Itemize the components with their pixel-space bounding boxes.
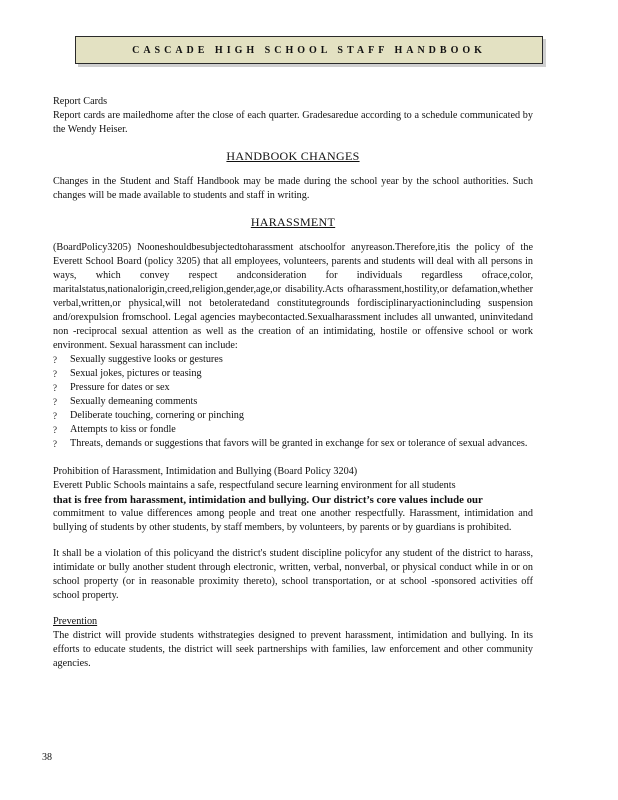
bullet-icon: ?: [53, 369, 57, 379]
prohibition-title: Prohibition of Harassment, Intimidation and Bullying (Board Policy 3204): [53, 466, 358, 477]
violation-paragraph: It shall be a violation of this policyand the district's student discipline policyfor any student of the district to harass, intimidate or bully another student through electronic, written, verbal, nonverbal, or physical conduct while in or on school property (or in reasonable proximity thereto), school transportation, or at school -sponsored activities off school property.: [53, 548, 533, 601]
prevention-body: The district will provide students withstrategies designed to prevent harassment, intimidation and bullying. In its efforts to educate students, the district will seek partnerships with families, law enforcement and other community agencies.: [53, 630, 533, 669]
bullet-icon: ?: [53, 439, 57, 449]
list-item: ? Deliberate touching, cornering or pinching: [53, 410, 244, 421]
harassment-heading: [53, 215, 533, 229]
bullet-icon: ?: [53, 411, 57, 421]
handbook-changes-heading: [53, 149, 533, 163]
list-item: ? Sexual jokes, pictures or teasing: [53, 368, 202, 379]
harassment-examples-list: [53, 353, 533, 451]
prevention-title: Prevention: [53, 616, 98, 627]
page-content: [53, 95, 533, 671]
prohibition-line-3: commitment to value differences among people and treat one another respectfully. Harassment, intimidation and bullying of students by other students, by staff members, by volunteers, by parents or by guardians is prohibited.: [53, 508, 533, 533]
bullet-icon: ?: [53, 397, 57, 407]
handbook-header-banner: [75, 36, 543, 64]
page-number: 38: [42, 752, 52, 763]
list-item: ? Threats, demands or suggestions that favors will be granted in exchange for sex or tolerance of sexual advances.: [53, 438, 528, 449]
bullet-icon: ?: [53, 425, 57, 435]
handbook-changes-body: Changes in the Student and Staff Handbook may be made during the school year by the school authorities. Such changes will be made available to students and staff in writing.: [53, 176, 533, 201]
list-item: ? Sexually demeaning comments: [53, 396, 198, 407]
prohibition-line-2: that is free from harassment, intimidation and bullying. Our district’s core values include our: [53, 494, 483, 506]
list-item: ? Pressure for dates or sex: [53, 382, 170, 393]
handbook-changes-heading-text: HANDBOOK CHANGES: [226, 149, 360, 163]
bullet-icon: ?: [53, 383, 57, 393]
prohibition-line-1: Everett Public Schools maintains a safe, respectfuland secure learning environment for all students: [53, 480, 456, 491]
bullet-icon: ?: [53, 355, 57, 365]
harassment-body: (BoardPolicy3205) Nooneshouldbesubjectedtoharassment atschoolfor anyreason.Therefore,itis the policy of the Everett School Board (policy 3205) that all employees, volunteers, parents and students will deal with all persons in ways, which convey respect andconsideration for individuals regardless ofrace,color, maritalstatus,nationalorigin,creed,religion,gender,age,or disability.Acts ofharassment,hostility,or defamation,whether verbal,written,or physical,will not betoleratedand constitutegrounds fordisciplinaryactionincluding suspension and/orexpulsion fromschool. Legal agencies maybecontacted.Sexualharassment includes all unwanted, uninvitedand non -reciprocal sexual attention as well as the creation of an intimidating, hostile or offensive school or work environment. Sexual harassment can include:: [53, 242, 533, 351]
list-item: ? Attempts to kiss or fondle: [53, 424, 176, 435]
list-item: ? Sexually suggestive looks or gestures: [53, 354, 223, 365]
harassment-heading-text: HARASSMENT: [250, 215, 336, 229]
report-cards-body: Report cards are mailedhome after the close of each quarter. Gradesaredue according to a schedule communicated by the Wendy Heiser.: [53, 110, 533, 135]
report-cards-title: Report Cards: [53, 96, 108, 107]
handbook-title: CASCADE HIGH SCHOOL STAFF HANDBOOK: [132, 44, 486, 56]
